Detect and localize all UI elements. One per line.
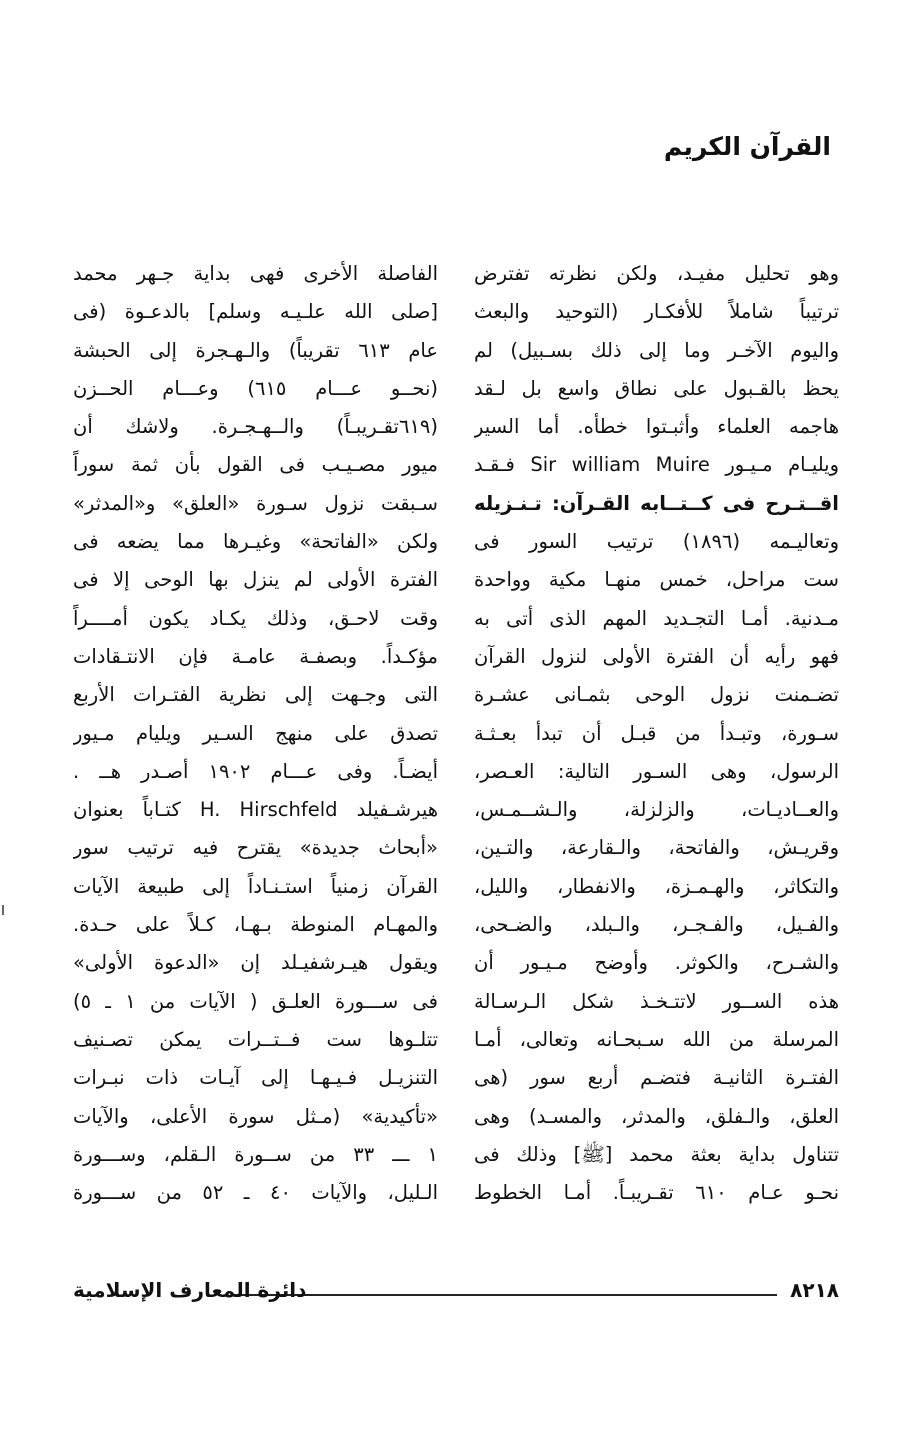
text-line: [صلى الله علـيـه وسلم] بالدعـوة (فى (73, 300, 438, 324)
footer-rule (231, 1294, 777, 1296)
text-line: القرآن زمنياً استـنـاداً إلى طبيعة الآيات (73, 874, 438, 898)
text-line: الـليل، والآيات ٤٠ ـ ٥٢ من ســـورة (73, 1181, 438, 1205)
text-line: والعــاديـات، والزلزلة، والـشــمـس، (474, 798, 839, 822)
text-line: نحـو عـام ٦١٠ تقـريبـاً. أمـا الخطوط (474, 1181, 839, 1205)
text-line: والفـيل، والفـجـر، والـبلد، والضـحى، (474, 913, 839, 937)
text-line: ويليـام مـيـور Sir william Muire فـقـد (474, 453, 839, 477)
text-line: هذه الســور لاتتـخـذ شكل الـرسـالة (474, 989, 839, 1013)
text-line: وهو تحليل مفيـد، ولكن نظرته تفترض (474, 262, 839, 285)
text-line: الرسول، وهى السـور التالية: العـصر، (474, 759, 839, 783)
text-line-book-title: اقــتـرح فى كــتــابه القـرآن: تـنـزيله (474, 491, 839, 515)
text-line: التى وجـهت إلى نظرية الفتـرات الأربع (73, 683, 438, 707)
text-line: فهو رأيه أن الفترة الأولى لنزول القرآن (474, 644, 839, 668)
text-line: أيضـاً. وفى عـــام ١٩٠٢ أصـدر هــ . (73, 759, 438, 783)
text-line: تتناول بداية بعثة محمد [ﷺ] وذلك فى (474, 1142, 839, 1166)
text-line: ميور مصـيـب فى القول بأن ثمة سوراً (73, 453, 438, 477)
left-column (73, 255, 438, 1212)
text-line: وقريـش، والفاتحة، والـقارعة، والتـين، (474, 836, 839, 860)
text-line: سـبقت نزول سـورة «العلق» و«المدثر» (73, 491, 438, 515)
text-line: وقت لاحـق، وذلك يكـاد يكون أمــــراً (73, 606, 438, 630)
text-line: تضـمنت نزول الوحى بثمـانى عشـرة (474, 683, 839, 707)
text-line: يحظ بالقـبول على نطاق واسع بل لـقد (474, 376, 839, 400)
right-column (474, 255, 839, 1212)
text-line: هيرشـفيلد H. Hirschfeld كتـاباً بعنوان (73, 798, 438, 822)
text-line: سـورة، وتبـدأ من قبـل أن تبدأ بعـثـة (474, 721, 839, 745)
text-line: الفاصلة الأخرى فهى بداية جـهر محمد (73, 262, 438, 285)
text-line: عام ٦١٣ تقريباً) والـهـجرة إلى الحبشة (73, 338, 438, 362)
text-line: فى ســـورة العلـق ( الآيات من ١ ـ ٥) (73, 989, 438, 1013)
text-line: الفترة الأولى لم ينزل بها الوحى إلا فى (73, 568, 438, 592)
page-number: ٨٢١٨ (790, 1278, 839, 1302)
text-line: «تأكيدية» (مـثل سورة الأعلى، والآيات (73, 1104, 438, 1128)
text-line: (٦١٩تقـريبـاً) والــهـجـرة. ولاشك أن (73, 415, 438, 439)
text-line: مؤكـداً. وبصفـة عامـة فإن الانتـقادات (73, 644, 438, 668)
text-line: (نحــو عـــام ٦١٥) وعـــام الحــزن (73, 376, 438, 400)
text-line: هاجمه العلماء وأثبـتوا خطأه. أما السير (474, 415, 839, 439)
running-title: القرآن الكريم (663, 132, 831, 161)
text-line: «أبحاث جديدة» يقترح فيه ترتيب سور (73, 836, 438, 860)
text-line: ترتيباً شاملاً للأفكـار (التوحيد والبعث (474, 300, 839, 324)
text-line: العلق، والـفلق، والمدثر، والمسـد) وهى (474, 1104, 839, 1128)
text-line: والتكاثر، والهـمـزة، والانفطار، والليل، (474, 874, 839, 898)
text-line: ١ ـــ ٣٣ من ســورة الـقلم، وســـورة (73, 1142, 438, 1166)
text-line: والمهـام المنوطة بـهـا، كـلاً على حـدة. (73, 913, 438, 937)
scan-mark (2, 905, 4, 915)
publication-title: دائرة المعارف الإسلامية (73, 1278, 307, 1302)
text-line: والشـرح، والكوثر. وأوضح مـيـور أن (474, 951, 839, 975)
text-line: تصدق على منهج السـير ويليام مـيور (73, 721, 438, 745)
text-line: تتلـوها ست فــتــرات يمكن تصـنيف (73, 1027, 438, 1051)
text-line: التنزيـل فـيـهـا إلى آيـات ذات نبـرات (73, 1066, 438, 1090)
text-line: وتعاليـمه (١٨٩٦) ترتيب السور فى (474, 530, 839, 554)
text-line: الفتـرة الثانيـة فتضـم أربع سور (هى (474, 1066, 839, 1090)
page-footer (73, 1278, 839, 1312)
text-line: ولكن «الفاتحة» وغيـرها مما يضعه فى (73, 530, 438, 554)
text-line: ويقول هيـرشفيـلد إن «الدعوة الأولى» (73, 951, 438, 975)
text-line: ست مراحل، خمس منهـا مكية وواحدة (474, 568, 839, 592)
text-line: مـدنية. أمـا التجـديد المهم الذى أتى به (474, 606, 839, 630)
text-line: المرسلة من الله سـبحـانه وتعالى، أمـا (474, 1027, 839, 1051)
text-line: واليوم الآخـر وما إلى ذلك بسـبيل) لم (474, 338, 839, 362)
